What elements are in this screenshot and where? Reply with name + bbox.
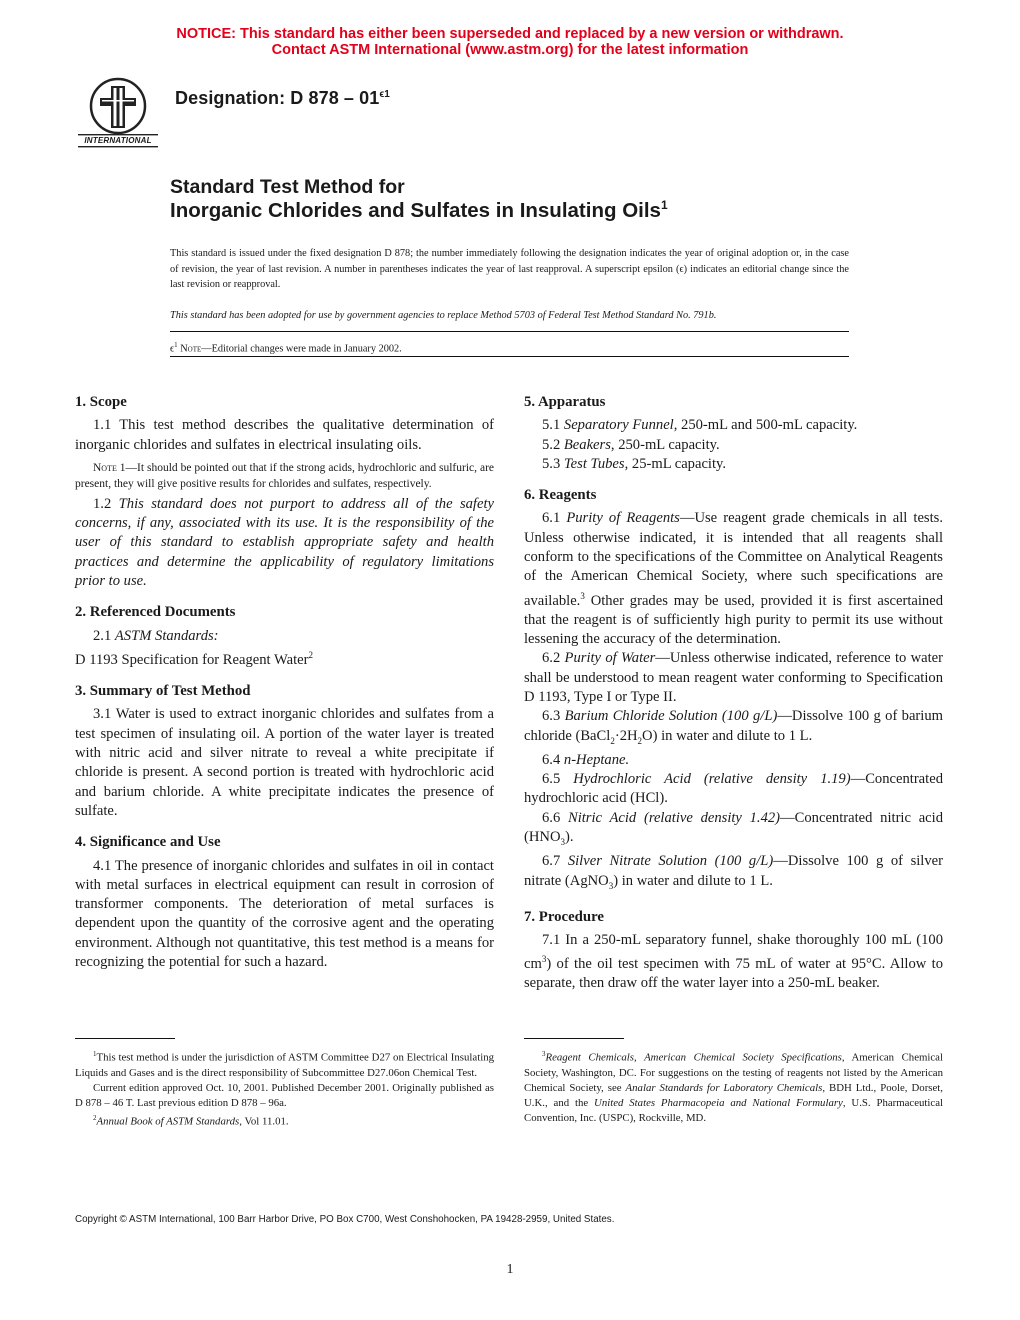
designation [175,88,390,109]
title-line-1: Standard Test Method for [170,176,405,198]
para-6-4-num: 6.4 [542,751,564,768]
title-line-2 [170,198,668,223]
para-5-2 [524,436,943,455]
para-3-1: 3.1 Water is used to extract inorganic chlorides and sulfates from a test specimen of insulating oil. A portion of the water layer is treated with nitric acid and silver nitrate to reveal a white precipitate if chloride is present. A second portion is treated with hydrochloric acid and barium chloride. A white precipitate indicates the presence of sulfate. [75,706,494,819]
para-2-d1193 [75,646,494,670]
note-1-label: Note [93,461,117,474]
section-5-heading: 5. Apparatus [524,394,606,410]
editorial-note-text: —Editorial changes were made in January 2002. [201,343,402,355]
astm-logo [76,72,160,150]
footnote-1-mark: 1 [93,1050,97,1058]
para-2-1-text: ASTM Standards: [114,627,219,644]
para-5-1-name: Separatory Funnel [563,417,674,434]
para-7-1-a: 7.1 In a 250-mL separatory funnel, shake thoroughly 100 mL (100 cm [524,932,943,973]
footnote-3 [524,1047,943,1126]
para-6-3 [524,707,943,751]
footnote-1-text: This test method is under the jurisdiction of ASTM Committee D27 on Electrical Insulating Liquids and Gases and is the direct responsibility of Subcommittee D27.06on Chemical Test. [75,1051,494,1079]
para-6-1-sup: 3 [580,590,585,601]
para-6-3-sub1: 2 [610,735,615,746]
para-1-2-num: 1.2 [93,495,119,512]
para-6-3-num: 6.3 [542,708,565,725]
para-6-7-b: ) in water and dilute to 1 L. [613,872,773,889]
preamble-divider-bottom [170,356,849,357]
para-5-2-name: Beakers [563,436,611,453]
para-5-3-num: 5.3 [542,455,564,472]
para-6-1 [524,509,943,649]
para-1-2 [75,495,494,591]
right-column [524,393,943,994]
para-6-1-name: Purity of Reagents [566,510,680,527]
para-6-6-name: Nitric Acid (relative density 1.42) [567,809,781,826]
para-7-1 [524,931,943,994]
epsilon-sup: 1 [174,341,178,349]
section-1-heading: 1. Scope [75,394,127,410]
footnote-3-a: , American Chemical Society, Washington, DC. For suggestions on the testing of reagents not listed by the American Chemical Society, see [524,1051,943,1094]
logo-international-text: INTERNATIONAL [84,136,152,145]
right-footnotes [524,1047,943,1126]
para-6-6-a: —Concentrated nitric acid (HNO [524,809,943,845]
para-6-7 [524,852,943,896]
page-number: 1 [506,1262,514,1277]
left-column [75,393,494,972]
para-5-3 [524,455,943,474]
para-6-6-b: ). [564,829,574,845]
para-5-2-rest: , 250-mL capacity. [610,436,720,453]
footnote-3-mark: 3 [542,1050,546,1058]
para-6-6-sub: 3 [560,836,565,847]
designation-superscript: ϵ1 [379,89,390,100]
para-6-3-name: Barium Chloride Solution (100 g/L) [564,708,778,725]
para-2-1-num: 2.1 [93,627,115,644]
copyright-line: Copyright © ASTM International, 100 Barr Harbor Drive, PO Box C700, West Conshohocken, PA 19428-2959, United States. [75,1214,615,1225]
para-6-5 [524,770,943,809]
footnote-2-mark: 2 [93,1113,97,1122]
designation-label: Designation: D 878 – 01 [175,88,380,108]
epsilon-mark: ϵ [170,343,175,355]
notice-line-1: NOTICE: This standard has either been superseded and replaced by a new version or withdrawn. [176,26,844,42]
para-6-7-a: —Dissolve 100 g of silver nitrate (AgNO [524,853,943,889]
footnote-3-title-2: Analar Standards for Laboratory Chemicals [625,1081,823,1094]
footnote-3-c: , U.S. Pharmaceutical Convention, Inc. (USPC), Rockville, MD. [524,1096,943,1124]
para-6-7-num: 6.7 [542,853,568,870]
para-6-6 [524,809,943,853]
para-6-1-num: 6.1 [542,510,567,527]
para-6-3-c: O) in water and dilute to 1 L. [642,727,813,744]
para-6-5-name: Hydrochloric Acid (relative density 1.19) [573,771,851,788]
adoption-statement: This standard has been adopted for use by government agencies to replace Method 5703 of Federal Test Method Standard No. 791b. [170,310,717,321]
footnote-3-title-1: Reagent Chemicals, American Chemical Society Specifications [545,1051,842,1064]
notice-line-2: Contact ASTM International (www.astm.org) for the latest information [271,42,749,58]
section-4-heading: 4. Significance and Use [75,834,221,851]
para-6-2-num: 6.2 [542,650,565,667]
footnote-1 [75,1047,494,1081]
d1193-sup: 2 [308,649,313,660]
para-6-6-num: 6.6 [542,809,568,826]
para-1-1: 1.1 This test method describes the qualitative determination of inorganic chlorides and sulfates in electrical insulating oils. [75,417,494,453]
footnote-2-title: Annual Book of ASTM Standards [96,1115,240,1128]
para-1-2-text: This standard does not purport to address all of the safety concerns, if any, associated with its use. It is the responsibility of the user of this standard to establish appropriate safety and health practices and determine the applicability of regulatory limitations prior to use. [75,495,494,590]
para-5-1 [524,416,943,435]
section-2-heading: 2. Referenced Documents [75,604,236,621]
para-4-1: 4.1 The presence of inorganic chlorides and sulfates in oil in contact with metal surfaces in electrical equipment can result in corrosion of transformer components. The deterioration of metal surfaces is dependent upon the quantity of the corrosive agent and the operating environment. Although not quantitative, this test method is a means for recognizing the potential for such a hazard. [75,857,494,970]
para-6-2-name: Purity of Water [564,650,656,667]
d1193-text: D 1193 Specification for Reagent Water [75,651,309,668]
footnote-2 [75,1111,494,1130]
para-5-2-num: 5.2 [542,436,564,453]
section-6-heading: 6. Reagents [524,487,597,504]
para-7-1-b: ) of the oil test specimen with 75 mL of water at 95°C. Allow to separate, then draw off the water layer into a 250-mL beaker. [524,956,943,992]
title-line-2-text: Inorganic Chlorides and Sulfates in Insulating Oils [170,198,661,222]
para-6-3-sub2: 2 [637,735,643,746]
right-footnote-divider [524,1038,624,1039]
para-5-3-rest: , 25-mL capacity. [624,455,727,472]
para-6-5-rest: —Concentrated hydrochloric acid (HCl). [524,771,943,807]
editorial-note-label: Note [180,343,202,355]
issuance-statement: This standard is issued under the fixed designation D 878; the number immediately following the designation indicates the year of original adoption or, in the case of revision, the year of last revision. A number in parentheses indicates the year of last reapproval. A superscript epsilon (ϵ) indicates an editorial change since the last revision or reapproval. [170,248,849,290]
superseded-notice [0,26,1020,58]
para-7-1-sup: 3 [541,954,547,965]
para-6-2-rest: —Unless otherwise indicated, reference to water shall be understood to mean reagent water conforming to Specification D 1193, Type I or Type II. [524,650,943,706]
para-6-2 [524,649,943,707]
para-5-3-name: Test Tubes [563,455,625,472]
para-6-3-a: —Dissolve 100 g of barium chloride (BaCl [524,708,943,744]
note-1-text: 1—It should be pointed out that if the strong acids, hydrochloric and sulfuric, are present, they will give positive results for chlorides and sulfates, respectively. [75,461,494,490]
para-6-5-num: 6.5 [542,771,574,788]
para-6-1-a: —Use reagent grade chemicals in all tests. Unless otherwise indicated, it is intended that all reagents shall conform to the specifications of the Committee on Analytical Reagents of the American Chemical Society, where such specifications are available. [524,510,943,609]
title-footnote-mark: 1 [660,198,668,212]
para-2-1 [75,627,494,646]
left-footnote-divider [75,1038,175,1039]
para-6-7-name: Silver Nitrate Solution (100 g/L) [567,853,774,870]
para-6-4 [524,751,943,770]
footnote-3-b: , BDH Ltd., Poole, Dorset, U.K., and the [524,1081,943,1109]
preamble-divider-top [170,331,849,332]
para-6-1-b: Other grades may be used, provided it is first ascertained that the reagent is of sufficiently high purity to permit its use without lessening the accuracy of the determination. [524,592,943,648]
editorial-note [170,338,849,357]
footnote-3-title-3: United States Pharmacopeia and National Formulary [594,1096,843,1109]
para-6-3-b: ·2H [614,727,638,744]
para-5-1-num: 5.1 [542,417,564,434]
para-6-7-sub: 3 [608,880,614,891]
note-1 [75,460,494,492]
section-3-heading: 3. Summary of Test Method [75,683,251,700]
left-footnotes [75,1047,494,1129]
footnote-2-rest: , Vol 11.01. [239,1115,289,1128]
para-6-4-name: n-Heptane. [563,751,630,768]
footnote-1b: Current edition approved Oct. 10, 2001. Published December 2001. Originally published as D 878 – 46 T. Last previous edition D 878 – 96a. [75,1081,494,1109]
section-7-heading: 7. Procedure [524,908,604,925]
para-5-1-rest: , 250-mL and 500-mL capacity. [673,417,858,434]
